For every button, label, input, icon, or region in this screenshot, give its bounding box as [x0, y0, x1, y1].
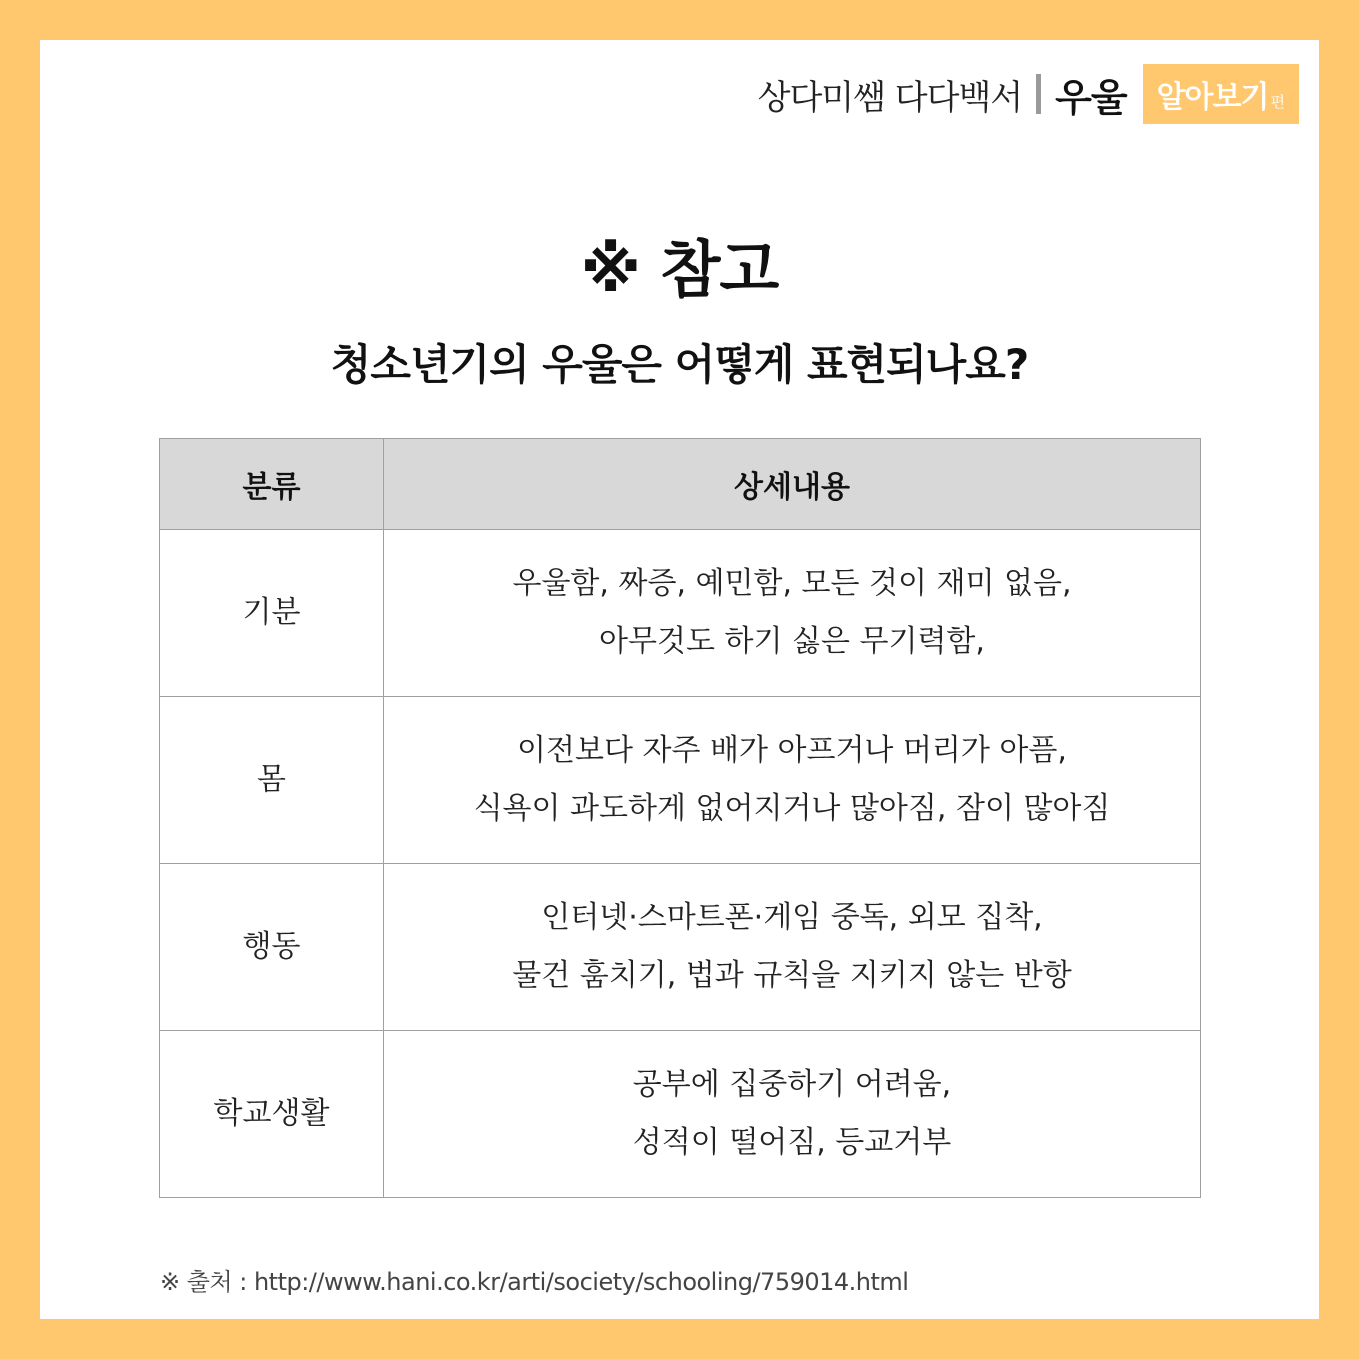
table-header-row — [160, 439, 1201, 530]
details-line: 물건 훔치기, 법과 규칙을 지키지 않는 반항 — [512, 958, 1072, 993]
section-tag-label: 알아보기 — [1156, 80, 1269, 115]
details-line: 식욕이 과도하게 없어지거나 많아짐, 잠이 많아짐 — [473, 791, 1111, 826]
column-header-category: 분류 — [160, 439, 384, 530]
source-citation: ※ 출처 : http://www.hani.co.kr/arti/society/schooling/759014.html — [160, 1268, 909, 1296]
section-tag-suffix: 편 — [1270, 92, 1285, 111]
category-cell: 학교생활 — [160, 1031, 384, 1198]
category-cell: 행동 — [160, 864, 384, 1031]
topic-title: 우울 — [1055, 75, 1127, 120]
details-line: 공부에 집중하기 어려움, — [632, 1067, 952, 1102]
reference-title: ※ 참고 — [580, 233, 779, 306]
column-header-details: 상세내용 — [384, 439, 1201, 530]
category-cell: 기분 — [160, 530, 384, 697]
section-tag — [1143, 64, 1299, 124]
details-line: 인터넷·스마트폰·게임 중독, 외모 집착, — [541, 900, 1043, 935]
details-cell — [384, 1031, 1201, 1198]
details-line: 성적이 떨어짐, 등교거부 — [632, 1125, 952, 1160]
table-row — [160, 1031, 1201, 1198]
details-cell — [384, 530, 1201, 697]
details-line: 우울함, 짜증, 예민함, 모든 것이 재미 없음, — [512, 566, 1072, 601]
details-cell — [384, 864, 1201, 1031]
table-row — [160, 530, 1201, 697]
header-divider — [1036, 74, 1041, 114]
symptom-table — [159, 438, 1201, 1198]
table-row — [160, 864, 1201, 1031]
content-card — [40, 40, 1319, 1319]
details-cell — [384, 697, 1201, 864]
header — [758, 64, 1299, 124]
details-line: 이전보다 자주 배가 아프거나 머리가 아픔, — [517, 733, 1067, 768]
brand-title: 상다미쌤 다다백서 — [757, 77, 1023, 118]
details-line: 아무것도 하기 싫은 무기력함, — [599, 624, 985, 659]
question-heading: 청소년기의 우울은 어떻게 표현되나요? — [330, 340, 1029, 389]
category-cell: 몸 — [160, 697, 384, 864]
table-row — [160, 697, 1201, 864]
